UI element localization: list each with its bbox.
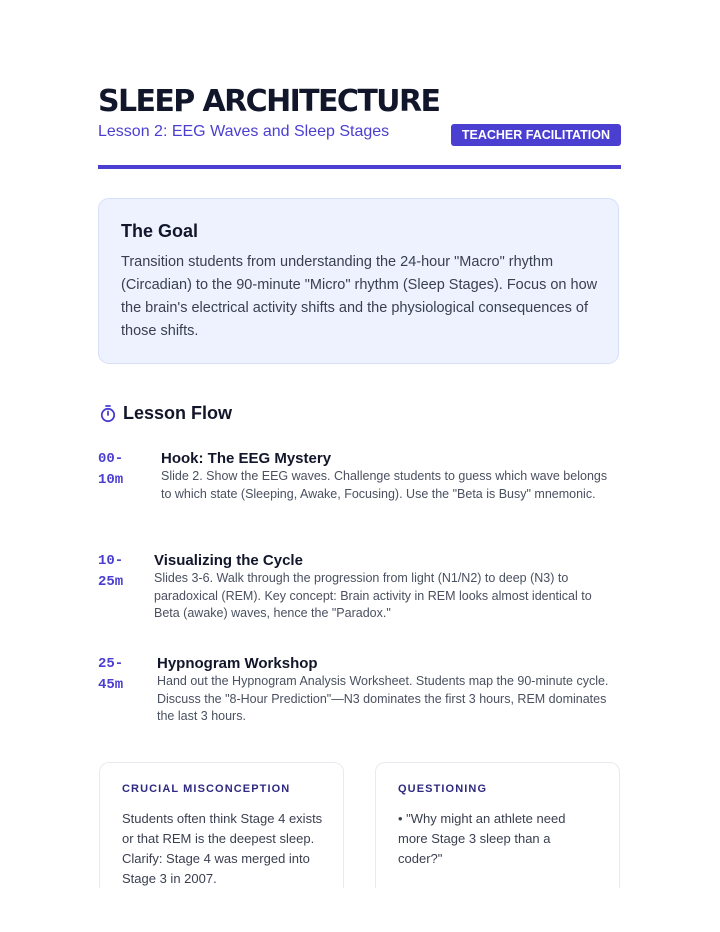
- step-text: Slides 3-6. Walk through the progression from light (N1/N2) to deep (N3) to paradoxical (REM). Key concept: Brain activity in REM looks almost identical to Beta (awake) waves, hence the "Paradox.": [154, 571, 592, 620]
- header-divider: [98, 165, 621, 169]
- questioning-text: • "Why might an athlete need more Stage 3 sleep than a coder?": [398, 811, 566, 866]
- teacher-facilitation-badge: TEACHER FACILITATION: [451, 124, 621, 146]
- step-time: 00-10m: [98, 451, 124, 488]
- step-title: Visualizing the Cycle: [154, 552, 303, 569]
- misconception-text: Students often think Stage 4 exists or that REM is the deepest sleep. Clarify: Stage 4 was merged into Stage 3 in 2007.: [122, 811, 323, 886]
- misconception-heading: CRUCIAL MISCONCEPTION: [122, 783, 291, 795]
- questioning-card: [375, 762, 620, 902]
- step-time: 25-45m: [98, 656, 124, 693]
- questioning-heading: QUESTIONING: [398, 783, 488, 795]
- misconception-card: [99, 762, 344, 902]
- lesson-flow-heading: Lesson Flow: [123, 403, 233, 423]
- goal-box: [98, 198, 619, 364]
- step-time: 10-25m: [98, 553, 124, 590]
- step-title: Hypnogram Workshop: [157, 655, 318, 672]
- step-title: Hook: The EEG Mystery: [161, 450, 332, 467]
- page-title: SLEEP ARCHITECTURE: [98, 84, 440, 119]
- step-text: Slide 2. Show the EEG waves. Challenge students to guess which wave belongs to which state (Sleeping, Awake, Focusing). Use the "Beta is Busy" mnemonic.: [161, 469, 608, 501]
- goal-heading: The Goal: [121, 221, 199, 241]
- step-text: Hand out the Hypnogram Analysis Worksheet. Students map the 90-minute cycle. Discuss the "8-Hour Prediction"—N3 dominates the first 3 hours, REM dominates the last 3 hours.: [157, 674, 609, 723]
- page-bottom-margin: [0, 888, 720, 932]
- stopwatch-icon: [100, 405, 116, 423]
- lesson-subtitle: Lesson 2: EEG Waves and Sleep Stages: [98, 123, 390, 140]
- goal-text: Transition students from understanding the 24-hour "Macro" rhythm (Circadian) to the 90-minute "Micro" rhythm (Sleep Stages). Focus on how the brain's electrical activity shifts and the physiological consequences of those shifts.: [121, 254, 598, 339]
